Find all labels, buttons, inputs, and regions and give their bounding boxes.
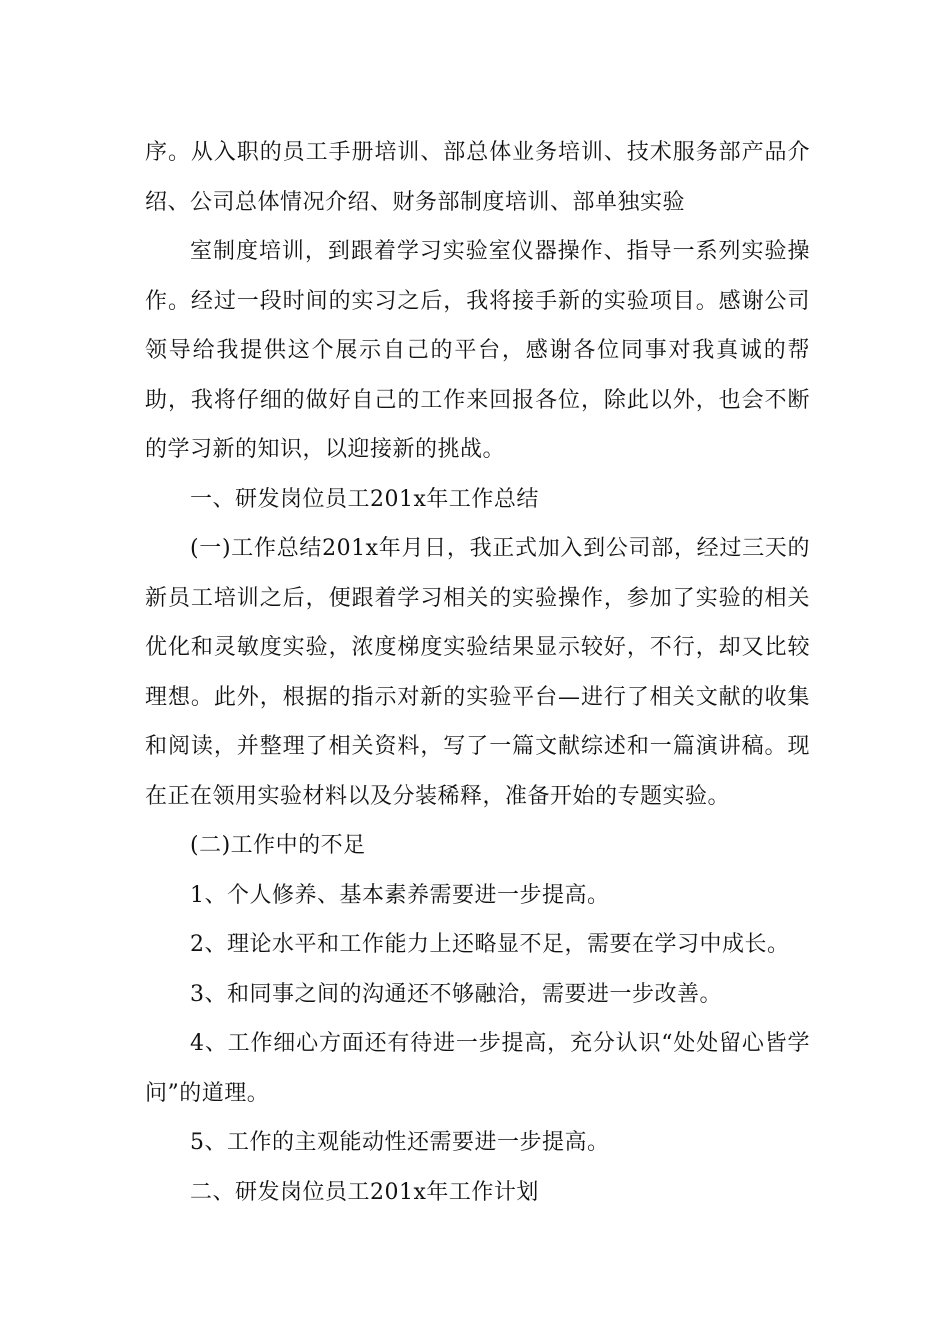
list-item-shortcoming-2: 2、理论水平和工作能力上还略显不足，需要在学习中成长。	[190, 932, 790, 957]
paragraph-work-summary: (一)工作总结201x年月日，我正式加入到公司部，经过三天的新员工培训之后，便跟着学习相关的实验操作，参加了实验的相关优化和灵敏度实验，浓度梯度实验结果显示较好，不行，却又比较理想。此外，根据的指示对新的实验平台—进行了相关文献的收集和阅读，并整理了相关资料，写了一篇文献综述和一篇演讲稿。现在正在领用实验材料以及分装稀释，准备开始的专题实验。	[145, 536, 810, 809]
subheading-shortcomings: (二)工作中的不足	[190, 833, 366, 858]
section-heading-plan: 二、研发岗位员工201x年工作计划	[190, 1179, 539, 1205]
paragraph-training: 室制度培训，到跟着学习实验室仪器操作、指导一系列实验操作。经过一段时间的实习之后，我将接手新的实验项目。感谢公司领导给我提供这个展示自己的平台，感谢各位同事对我真诚的帮助，我将仔细的做好自己的工作来回报各位，除此以外，也会不断的学习新的知识，以迎接新的挑战。	[145, 239, 810, 462]
paragraph-continuation: 序。从入职的员工手册培训、部总体业务培训、技术服务部产品介绍、公司总体情况介绍、财务部制度培训、部单独实验	[145, 140, 810, 215]
section-heading-summary: 一、研发岗位员工201x年工作总结	[190, 486, 539, 512]
list-item-shortcoming-5: 5、工作的主观能动性还需要进一步提高。	[190, 1130, 610, 1155]
list-item-shortcoming-3: 3、和同事之间的沟通还不够融洽，需要进一步改善。	[190, 981, 722, 1007]
document-body	[145, 128, 810, 1217]
list-item-shortcoming-4: 4、工作细心方面还有待进一步提高，充分认识“处处留心皆学问”的道理。	[145, 1031, 810, 1106]
list-item-shortcoming-1: 1、个人修养、基本素养需要进一步提高。	[190, 882, 610, 908]
